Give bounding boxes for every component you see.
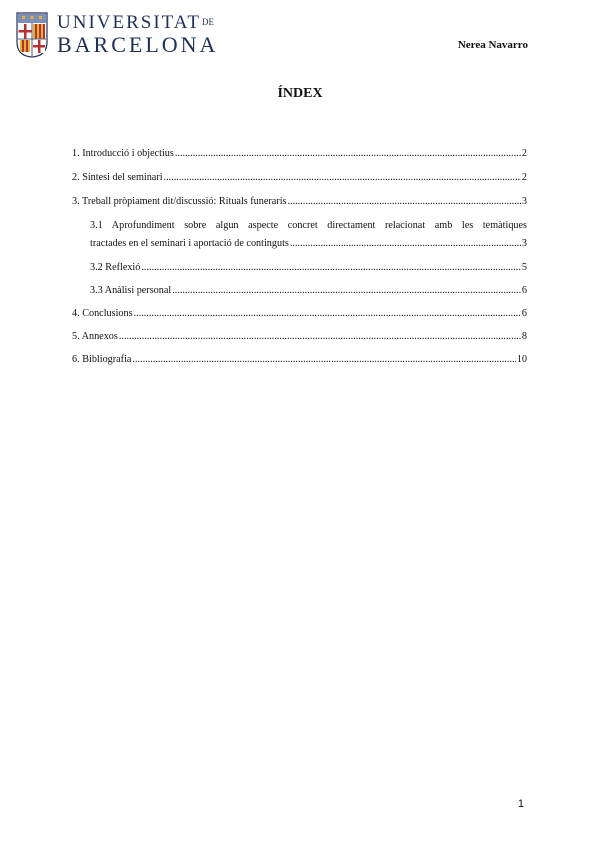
toc-page: 2 (521, 148, 527, 159)
toc-leader (141, 262, 521, 273)
university-name (57, 12, 218, 57)
toc-page: 2 (521, 172, 527, 183)
toc-label: 3.2 Reflexió (90, 262, 141, 273)
toc-page: 3 (521, 238, 527, 249)
toc-entry-treball[interactable] (72, 196, 527, 207)
toc-label: 2. Síntesi del seminari (72, 172, 163, 183)
toc-leader (164, 172, 521, 183)
toc-page: 10 (516, 354, 527, 365)
author-name: Nerea Navarro (457, 39, 528, 51)
toc-label: 1. Introducció i objectius (72, 148, 174, 159)
toc-label-line-1: 3.1 Aprofundiment sobre algun aspecte concret directament relacionat amb les temàtiques (90, 220, 527, 231)
toc-label: 5. Annexos (72, 331, 118, 342)
toc-leader (119, 331, 521, 342)
toc-leader (290, 236, 521, 252)
toc-entry-aprofundiment[interactable] (90, 216, 527, 252)
toc-page: 6 (521, 308, 527, 319)
toc-entry-conclusions[interactable] (72, 308, 527, 319)
logo-de: DE (201, 17, 214, 27)
table-of-contents (72, 148, 527, 365)
toc-leader (134, 308, 521, 319)
logo-line-2: BARCELONA (57, 32, 219, 57)
page-number: 1 (517, 798, 524, 810)
toc-label: 3.3 Anàlisi personal (90, 285, 172, 296)
toc-leader (287, 196, 520, 207)
logo-line-1 (57, 12, 218, 33)
toc-page: 6 (521, 285, 527, 296)
toc-entry-annexos[interactable] (72, 331, 527, 342)
toc-entry-analisi[interactable] (90, 285, 527, 296)
toc-label: 6. Bibliografia (72, 354, 132, 365)
university-crest-icon (16, 12, 48, 58)
toc-entry-introduccio[interactable] (72, 148, 527, 159)
university-logo (16, 12, 218, 58)
logo-universitat: UNIVERSITAT (57, 12, 201, 33)
toc-label-line-2: tractades en el seminari i aportació de continguts (90, 238, 289, 249)
toc-leader (172, 285, 521, 296)
toc-page: 5 (521, 262, 527, 273)
toc-entry-reflexio[interactable] (90, 262, 527, 273)
toc-leader (132, 354, 515, 365)
toc-page: 3 (521, 196, 527, 207)
toc-entry-sintesi[interactable] (72, 172, 527, 183)
toc-page: 8 (521, 331, 527, 342)
toc-label: 4. Conclusions (72, 308, 133, 319)
toc-leader (175, 148, 521, 159)
toc-label: 3. Treball pròpiament dit/discussió: Rituals funeraris (72, 196, 287, 207)
page-title: ÍNDEX (277, 86, 323, 101)
toc-entry-bibliografia[interactable] (72, 354, 527, 365)
